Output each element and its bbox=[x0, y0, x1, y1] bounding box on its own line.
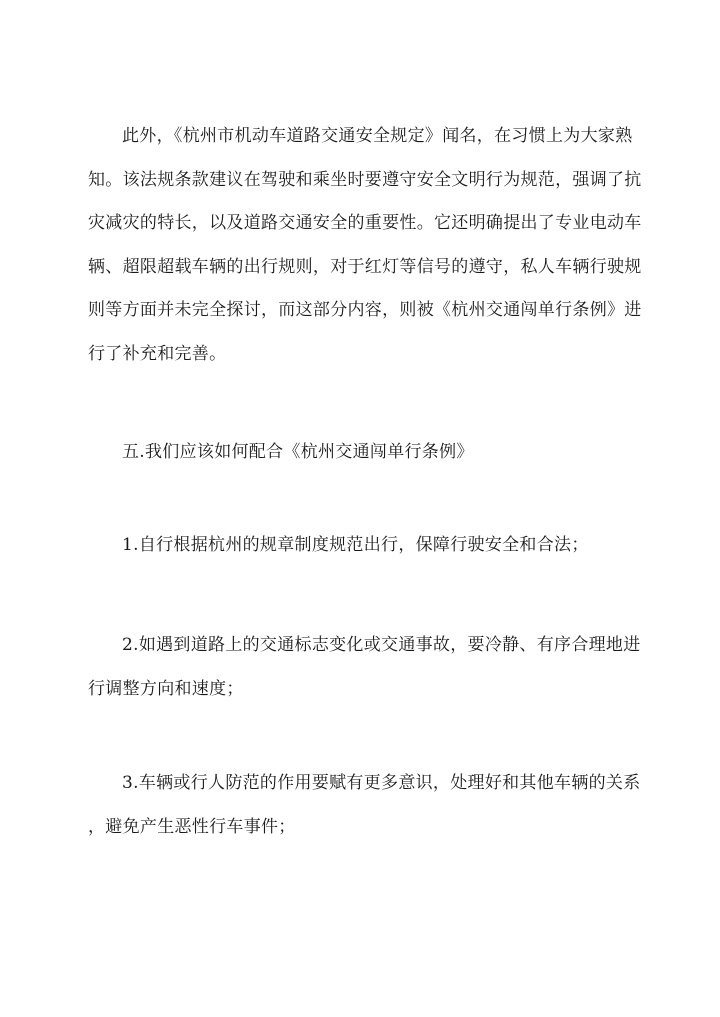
text-line: 2.如遇到道路上的交通标志变化或交通事故，要冷静、有序合理地进 bbox=[122, 635, 641, 655]
text-line: 知。该法规条款建议在驾驶和乘坐时要遵守安全文明行为规范，强调了抗 bbox=[88, 169, 642, 190]
list-item-2 bbox=[88, 624, 641, 711]
section-heading: 五.我们应该如何配合《杭州交通闯单行条例》 bbox=[122, 442, 474, 462]
text-line: 1.自行根据杭州的规章制度规范出行，保障行驶安全和合法； bbox=[122, 535, 589, 555]
text-line: ，避免产生恶性行车事件； bbox=[88, 816, 296, 837]
list-item-3 bbox=[88, 762, 641, 849]
text-line: 行调整方向和速度； bbox=[88, 678, 244, 699]
text-line: 辆、超限超载车辆的出行规则，对于红灯等信号的遵守，私人车辆行驶规 bbox=[88, 256, 642, 277]
text-line: 3.车辆或行人防范的作用要赋有更多意识，处理好和其他车辆的关系 bbox=[122, 773, 641, 793]
text-line: 此外，《杭州市机动车道路交通安全规定》闻名，在习惯上为大家熟 bbox=[122, 126, 633, 146]
list-item-1 bbox=[88, 524, 634, 568]
paragraph-intro bbox=[88, 115, 642, 376]
text-line: 灾减灾的特长，以及道路交通安全的重要性。它还明确提出了专业电动车 bbox=[88, 213, 642, 233]
text-line: 行了补充和完善。 bbox=[88, 343, 227, 364]
text-line: 则等方面并未完全探讨，而这部分内容，则被《杭州交通闯单行条例》进 bbox=[88, 300, 642, 320]
